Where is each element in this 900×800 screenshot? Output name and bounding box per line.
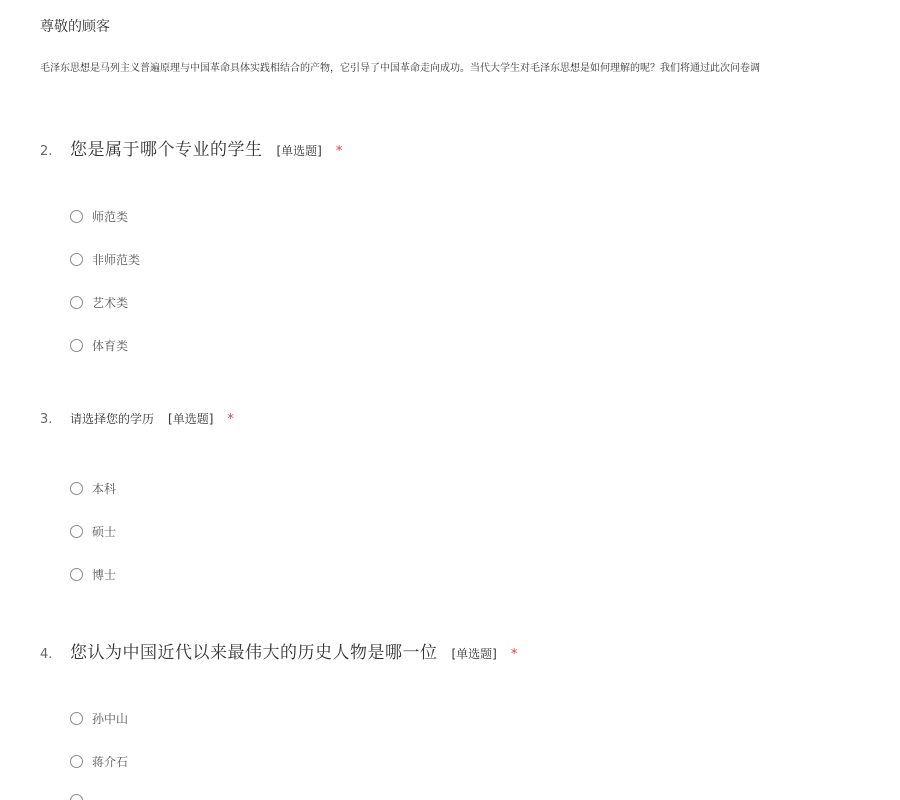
required-mark: * — [227, 412, 234, 427]
question-2-header — [40, 135, 342, 160]
radio-button[interactable] — [70, 339, 83, 352]
option-non-normal-major[interactable] — [70, 249, 140, 269]
required-mark: * — [510, 647, 518, 662]
radio-button[interactable] — [70, 794, 83, 800]
option-label: 师范类 — [92, 209, 129, 224]
radio-button[interactable] — [70, 253, 83, 266]
option-label: 非师范类 — [92, 252, 141, 267]
option-sun-yat-sen[interactable] — [70, 708, 128, 728]
radio-button[interactable] — [70, 296, 83, 309]
radio-button[interactable] — [70, 712, 83, 725]
option-label: 艺术类 — [92, 295, 129, 310]
option-label: 硕士 — [92, 524, 117, 539]
option-partial[interactable] — [70, 790, 83, 800]
option-label: 孙中山 — [92, 711, 129, 726]
radio-button[interactable] — [70, 568, 83, 581]
option-master[interactable] — [70, 521, 116, 541]
option-chiang-kai-shek[interactable] — [70, 751, 128, 771]
question-title: 您认为中国近代以来最伟大的历史人物是哪一位 — [70, 643, 438, 663]
option-art-major[interactable] — [70, 292, 128, 312]
greeting-heading: 尊敬的顾客 — [40, 19, 110, 35]
option-label: 体育类 — [92, 338, 129, 353]
option-bachelor[interactable] — [70, 478, 116, 498]
option-label: 蒋介石 — [92, 754, 129, 769]
radio-button[interactable] — [70, 525, 83, 538]
question-4-header — [40, 638, 517, 663]
question-3-header — [40, 410, 234, 427]
question-number: 4. — [40, 647, 53, 662]
option-label: 博士 — [92, 567, 117, 582]
question-type-label: [单选题] — [451, 647, 497, 661]
required-mark: * — [335, 144, 343, 159]
option-sports-major[interactable] — [70, 335, 128, 355]
option-doctor[interactable] — [70, 564, 116, 584]
question-type-label: [单选题] — [276, 144, 322, 158]
option-label: 本科 — [92, 481, 117, 496]
question-number: 2. — [40, 144, 53, 159]
question-title: 您是属于哪个专业的学生 — [70, 140, 263, 160]
radio-button[interactable] — [70, 482, 83, 495]
radio-button[interactable] — [70, 210, 83, 223]
question-title: 请选择您的学历 — [70, 412, 155, 426]
question-type-label: [单选题] — [168, 412, 214, 426]
survey-intro-text: 毛泽东思想是马列主义普遍原理与中国革命具体实践相结合的产物，它引导了中国革命走向成功。当代大学生对毛泽东思想是如何理解的呢？我们将通过此次问卷调 — [40, 63, 760, 74]
radio-button[interactable] — [70, 755, 83, 768]
question-number: 3. — [40, 412, 53, 427]
option-normal-major[interactable] — [70, 206, 128, 226]
